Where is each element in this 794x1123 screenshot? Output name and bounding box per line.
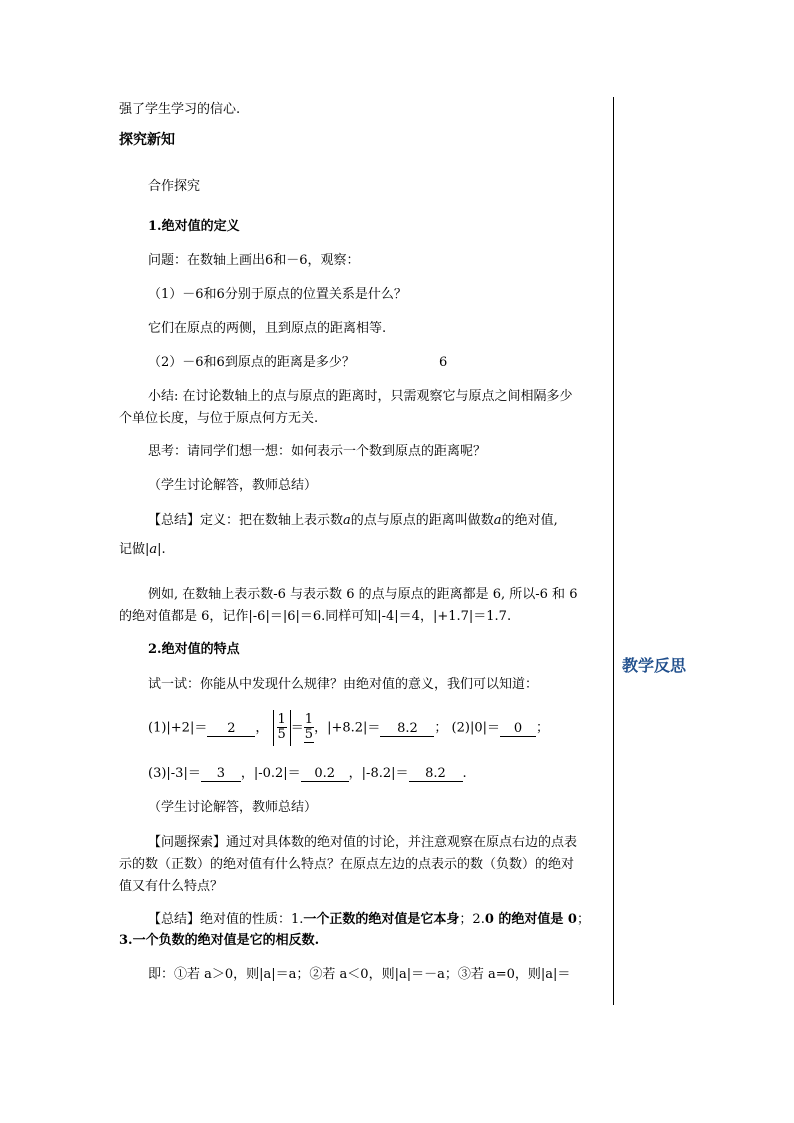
text-segment: ＝	[290, 720, 304, 736]
text-segment: 的点与原点的距离叫做数	[350, 513, 494, 528]
section-heading: 探究新知	[119, 132, 175, 148]
subsection-heading: 2.绝对值的特点	[148, 642, 240, 657]
text-line: （2）－6和6到原点的距离是多少？	[148, 355, 355, 370]
text-segment: ；2.	[459, 912, 485, 927]
text-line: （学生讨论解答，教师总结）	[148, 800, 318, 815]
exercise-line-2	[148, 765, 467, 783]
numerator: 1	[304, 712, 314, 727]
text-segment: 记做|	[119, 542, 150, 557]
variable-a: a	[493, 513, 502, 528]
text-line: 示的数（正数）的绝对值有什么特点？在原点左边的点表示的数（负数）的绝对	[119, 857, 575, 872]
answer-blank: 0.2	[301, 767, 349, 782]
text-line: 思考：请同学们想一想：如何表示一个数到原点的距离呢？	[148, 444, 487, 459]
column-divider	[613, 97, 614, 1005]
text-segment: .	[462, 766, 467, 781]
text-segment: ，|+8.2|＝	[314, 720, 381, 736]
answer-blank: 0	[500, 722, 536, 737]
text-segment: (1)|+2|＝	[148, 720, 208, 736]
text-line: 试一试：你能从中发现什么规律？由绝对值的意义，我们可以知道：	[148, 677, 539, 692]
definition-line	[148, 512, 558, 530]
denominator: 5	[304, 727, 314, 742]
text-segment: ；	[535, 720, 549, 736]
text-segment: (3)|-3|＝	[148, 766, 201, 781]
emphasis-text: 一个正数的绝对值是它本身	[303, 912, 460, 927]
side-heading-teaching-reflection: 教学反思	[622, 656, 687, 675]
definition-line	[119, 541, 166, 559]
text-segment: ，|-8.2|＝	[348, 766, 409, 781]
text-segment: ，	[255, 720, 269, 736]
answer-fraction	[304, 713, 314, 743]
text-line: 强了学生学习的信心.	[119, 102, 241, 117]
text-line: 小结: 在讨论数轴上的点与原点的距离时，只需观察它与原点之间相隔多少	[148, 389, 573, 404]
emphasis-text: 0 的绝对值是 0	[484, 912, 577, 927]
answer-blank: 3	[201, 767, 241, 782]
text-line: 值又有什么特点？	[119, 879, 224, 894]
variable-a: a	[343, 513, 351, 528]
text-line: 问题：在数轴上画出6和－6，观察：	[148, 253, 360, 268]
absolute-value-fraction	[273, 710, 291, 746]
text-segment: ； (2)|0|＝	[434, 720, 500, 736]
fraction	[277, 713, 287, 742]
text-line: 的绝对值都是 6，记作|-6|＝|6|＝6.同样可知|-4|＝4，|+1.7|＝1.7.	[119, 609, 512, 624]
text-line: 合作探究	[148, 179, 201, 194]
subsection-heading: 1.绝对值的定义	[148, 219, 240, 234]
text-segment: ，|-0.2|＝	[240, 766, 301, 781]
answer-blank: 8.2	[380, 722, 434, 737]
answer-blank: 8.2	[409, 767, 463, 782]
numerator: 1	[277, 712, 286, 727]
text-line: 例如, 在数轴上表示数-6 与表示数 6 的点与原点的距离都是 6, 所以-6 和 6	[148, 587, 578, 602]
text-line: 即：①若 a＞0，则|a|＝a；②若 a＜0，则|a|＝－a；③若 a=0，则|a|＝	[148, 967, 571, 982]
text-segment: |.	[157, 542, 166, 557]
text-line: （学生讨论解答，教师总结）	[148, 478, 318, 493]
text-segment: 【总结】定义：把在数轴上表示数	[148, 513, 344, 528]
answer-blank: 2	[207, 722, 255, 737]
variable-a: a	[149, 542, 158, 557]
text-line: 【问题探索】通过对具体数的绝对值的讨论，并注意观察在原点右边的点表	[148, 835, 578, 850]
text-segment: 的绝对值,	[501, 513, 558, 528]
text-line: （1）－6和6分别于原点的位置关系是什么？	[148, 287, 407, 302]
property-line	[148, 911, 590, 929]
text-line: 个单位长度，与位于原点何方无关.	[119, 411, 319, 426]
property-line: 3.一个负数的绝对值是它的相反数.	[119, 933, 320, 948]
text-line: 它们在原点的两侧，且到原点的距离相等.	[148, 321, 387, 336]
text-segment: ；	[576, 912, 590, 927]
denominator: 5	[277, 727, 286, 742]
text-segment: 【总结】绝对值的性质：1.	[148, 912, 304, 927]
answer-value: 6	[439, 355, 448, 370]
exercise-line-1	[148, 710, 549, 747]
